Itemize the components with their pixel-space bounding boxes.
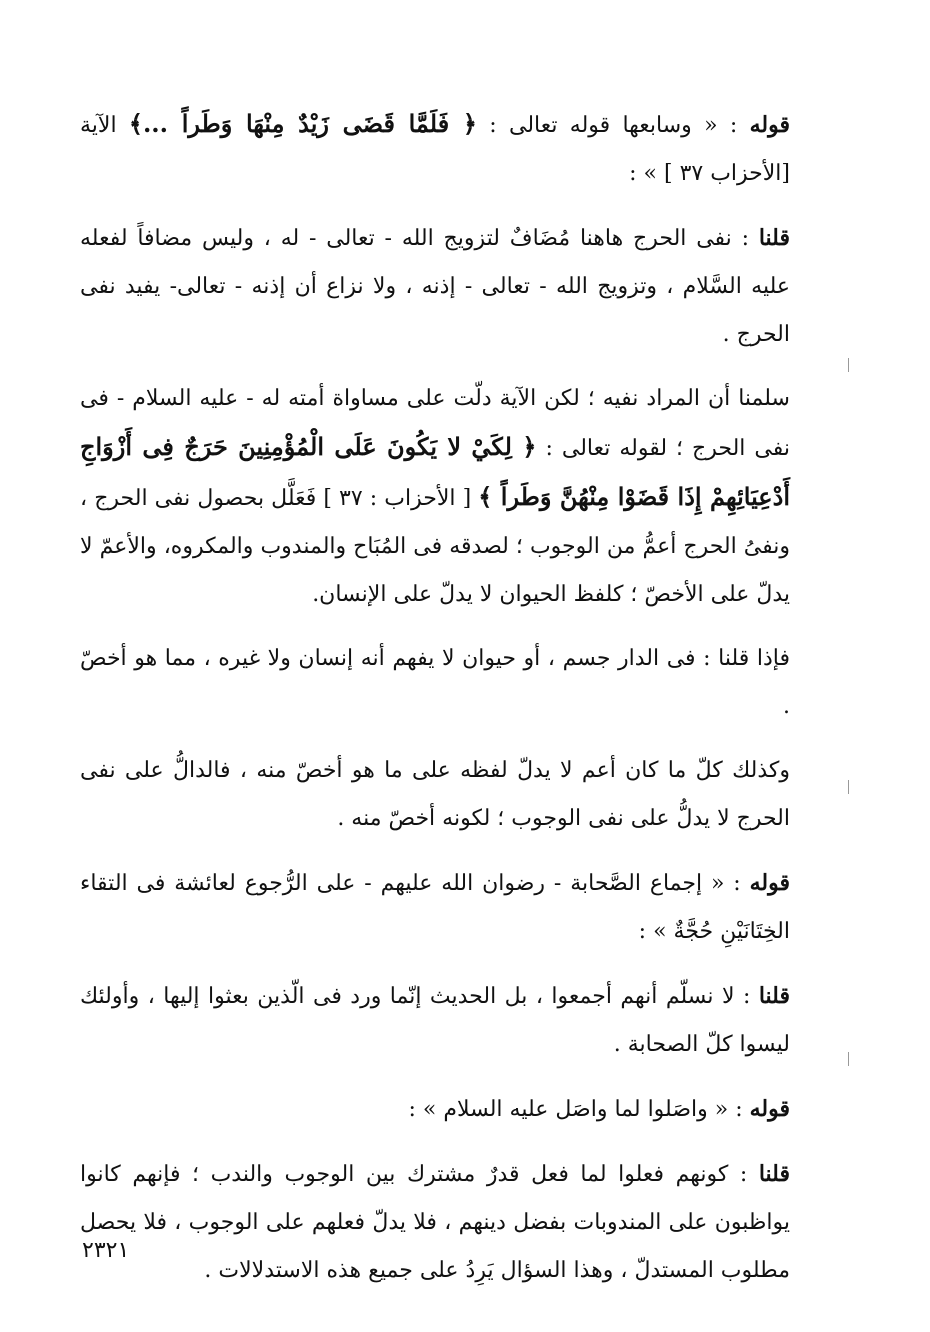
- paragraph-7: [80, 972, 790, 1069]
- paragraph-8: [80, 1085, 790, 1134]
- paragraph-6: [80, 859, 790, 956]
- quran-verse: ﴿ لِكَيْ لا يَكُونَ عَلَى الْمُؤْمِنِينَ حَرَجٌ فِى أَزْوَاجِ أَدْعِيَائِهِمْ إِذَا قَضَوْا مِنْهُنَّ وَطَراً ﴾: [80, 432, 790, 511]
- paragraph-lead: قلنا: [758, 225, 790, 251]
- paragraph-4: [80, 635, 790, 731]
- paragraph-3: [80, 375, 790, 619]
- paragraph-text: : لا نسلّم أنهم أجمعوا ، بل الحديث إنّما ورد فى الّذين بعثوا إليها ، وأولئك ليسوا كلّ الصحابة .: [80, 984, 790, 1057]
- quran-verse: ﴿ فَلَمَّا قَضَى زَيْدٌ مِنْهَا وَطَراً ...﴾: [128, 109, 477, 138]
- paragraph-text: وكذلك كلّ ما كان أعم لا يدلّ لفظه على ما هو أخصّ منه ، فالدالُّ على نفى الحرج لا يدلُّ على نفى الوجوب ؛ لكونه أخصّ منه .: [80, 758, 790, 831]
- paragraph-text: فإذا قلنا : فى الدار جسم ، أو حيوان لا يفهم أنه إنسان ولا غيره ، مما هو أخصّ .: [80, 646, 790, 719]
- margin-mark: [848, 1052, 849, 1066]
- paragraph-9: [80, 1150, 790, 1295]
- margin-mark: [848, 780, 849, 794]
- paragraph-text: : « وسابعها قوله تعالى :: [476, 113, 750, 138]
- paragraph-lead: قوله: [749, 1096, 790, 1122]
- paragraph-2: [80, 214, 790, 359]
- page-body: [80, 100, 790, 1311]
- paragraph-text: [ الأحزاب : ٣٧ ] فَعَلَّل بحصول نفى الحرج ، ونفىُ الحرج أعمُّ من الوجوب ؛ لصدقه فى المُبَاح والمندوب والمكروه، والأعمّ لا يدلّ على الأخصّ ؛ كلفظ الحيوان لا يدلّ على الإنسان.: [80, 486, 790, 607]
- paragraph-text: : كونهم فعلوا لما فعل قدرٌ مشترك بين الوجوب والندب ؛ فإنهم كانوا يواظبون على المندوبات بفضل دينهم ، فلا يدلّ فعلهم على الوجوب ، فلا يحصل مطلوب المستدلّ ، وهذا السؤال يَرِدُ على جميع هذه الاستدلالات .: [80, 1162, 790, 1283]
- paragraph-text: : نفى الحرج هاهنا مُضَافٌ لتزويج الله - تعالى - له ، وليس مضافاً لفعله عليه السَّلام ، وتزويج الله - تعالى - إذنه ، ولا نزاع أن إذنه - تعالى- يفيد نفى الحرج .: [80, 226, 790, 347]
- paragraph-5: [80, 747, 790, 843]
- paragraph-lead: قوله: [749, 870, 790, 896]
- paragraph-text: : « إجماع الصَّحابة - رضوان الله عليهم - على الرُّجوع لعائشة فى التقاء الخِتَانَيْنِ حُجَّةٌ » :: [80, 871, 790, 944]
- paragraph-lead: قلنا: [758, 983, 790, 1009]
- page-number: ٢٣٢١: [82, 1238, 130, 1263]
- paragraph-text: الآية [الأحزاب ٣٧ ] » :: [80, 113, 790, 186]
- paragraph-1: [80, 100, 790, 198]
- margin-mark: [848, 358, 849, 372]
- paragraph-text: : « واصَلوا لما واصَل عليه السلام » :: [408, 1097, 750, 1122]
- paragraph-lead: قلنا: [758, 1161, 790, 1187]
- paragraph-text: سلمنا أن المراد نفيه ؛ لكن الآية دلّت على مساواة أمته له - عليه السلام - فى نفى الحرج ؛ لقوله تعالى :: [80, 386, 791, 461]
- paragraph-lead: قوله: [749, 112, 790, 138]
